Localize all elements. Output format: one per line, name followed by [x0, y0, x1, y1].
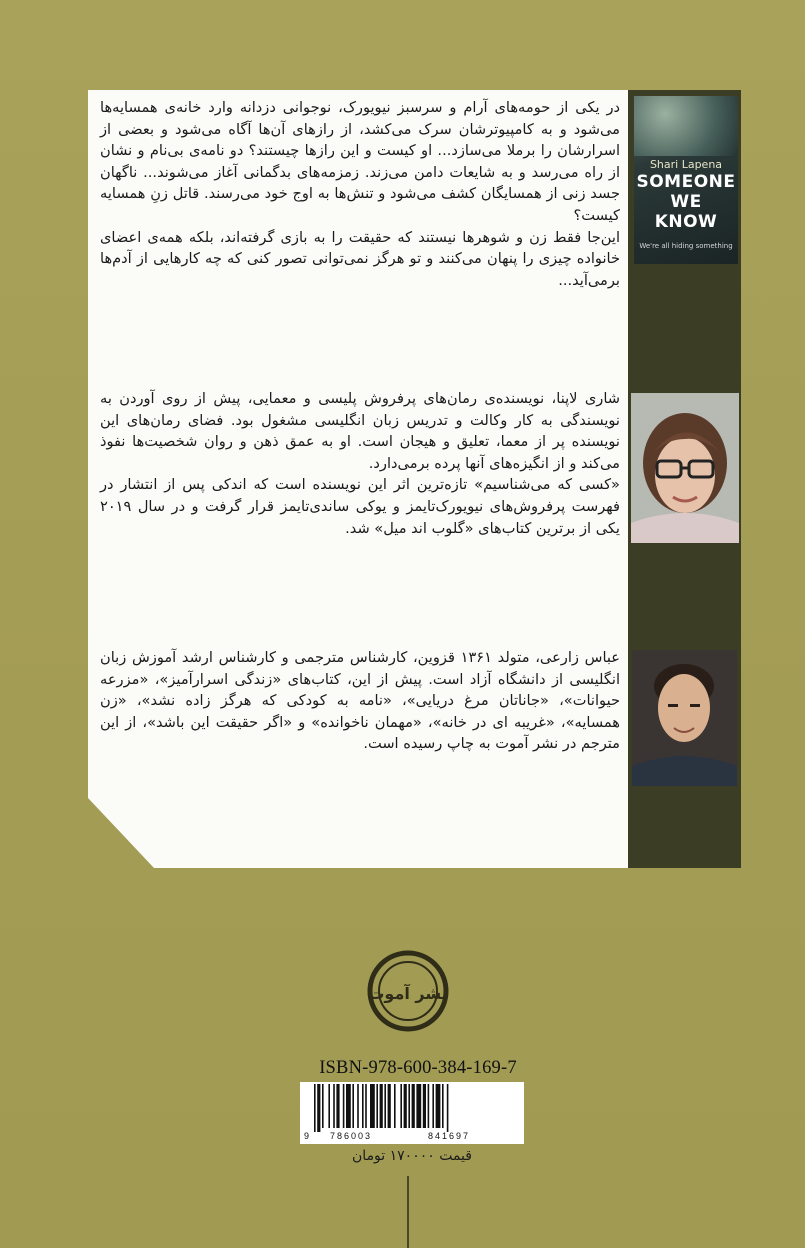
cover-scene-image	[634, 96, 738, 156]
isbn-number: ISBN-978-600-384-169-7	[319, 1058, 517, 1078]
publisher-logo-text: نشر آموت	[368, 984, 448, 1003]
author-photo	[631, 393, 739, 543]
thumbnail-title-line-3: KNOW	[654, 212, 718, 232]
barcode-right-group: 841697	[428, 1131, 471, 1141]
thumbnail-title-line-2: WE	[670, 192, 702, 212]
barcode	[300, 1082, 524, 1144]
book-cover-thumbnail	[634, 96, 738, 264]
author-portrait-image	[631, 393, 739, 543]
blurb-paragraph-2: این‌جا فقط زن و شوهرها نیستند که حقیقت را به بازی گرفته‌اند، بلکه همه‌ی اعضای خانواده چیزی را پنهان می‌کنند و تو هرگز نمی‌توانی تصور کنی که چه کارهایی از آدم‌ها برمی‌آید...	[100, 228, 620, 289]
author-bio-paragraph-2: «کسی که می‌شناسیم» تازه‌ترین اثر این نویسنده است که اندکی پس از انتشار در فهرست پرفروش‌های نیویورک‌تایمز و یوکی ساندی‌تایمز قرار گرفت و در سال ۲۰۱۹ یکی از برترین کتاب‌های «گلوب اند میل» شد.	[100, 476, 620, 537]
thumbnail-tagline: We're all hiding something	[639, 242, 733, 250]
author-bio-paragraph-1: شاری لاپنا، نویسنده‌ی رمان‌های پرفروش پلیسی و معمایی، پیش از روی آوردن به نویسندگی به کار وکالت و تدریس زبان انگلیسی مشغول بود. فضای رمان‌های این نویسنده پر از معما، تعلیق و هیجان است. او به عمق ذهن و روان شخصیت‌ها نفوذ می‌کند و از انگیزه‌های آنها پرده برمی‌دارد.	[100, 390, 620, 472]
bottom-divider-line	[407, 1176, 409, 1248]
author-bio	[100, 388, 620, 539]
barcode-lead-digit: 9	[304, 1131, 310, 1141]
translator-portrait-image	[632, 650, 737, 786]
book-blurb	[100, 97, 620, 291]
translator-photo	[632, 650, 737, 786]
price-label: قیمت ۱۷۰۰۰۰ تومان	[352, 1148, 472, 1164]
publisher-logo	[365, 948, 451, 1034]
publisher-logo-icon	[365, 948, 451, 1034]
barcode-left-group: 786003	[330, 1131, 373, 1141]
blurb-paragraph-1: در یکی از حومه‌های آرام و سرسبز نیویورک، نوجوانی دزدانه وارد خانه‌ی همسایه‌ها می‌شود و به کامپیوترشان سرک می‌کشد، از رازهای آن‌ها آگاه می‌شود و بعضی از اسرارشان را برملا می‌سازد... او کیست و این رازها چیستند؟ دو نامه‌ی بی‌نام و نشان از راه می‌رسد و به شایعات دامن می‌زند. زمزمه‌های بدگمانی آغاز می‌شوند... ناگهان جسد زنی از همسایگان کشف می‌شود و تنش‌ها به اوج خود می‌رسند. قاتل زنِ همسایه کیست؟	[100, 99, 620, 224]
barcode-bars	[300, 1084, 524, 1134]
thumbnail-title	[634, 172, 738, 232]
translator-bio	[100, 647, 620, 755]
translator-bio-paragraph: عباس زارعی، متولد ۱۳۶۱ قزوین، کارشناس مترجمی و کارشناس ارشد آموزش زبان انگلیسی از دانشگاه آزاد است. پیش از این، کتاب‌های «زندگی اسرارآمیز»، «مزرعه حیوانات»، «جاناتان مرغ دریایی»، «نامه به کودکی که هرگز زاده نشد»، «زن همسایه»، «غریبه ای در خانه»، «مهمان ناخوانده» و «اگر حقیقت این باشد»، از این مترجم در نشر آموت به چاپ رسیده است.	[100, 649, 621, 753]
thumbnail-author: Shari Lapena	[649, 158, 723, 171]
thumbnail-title-line-1: SOMEONE	[636, 172, 736, 192]
